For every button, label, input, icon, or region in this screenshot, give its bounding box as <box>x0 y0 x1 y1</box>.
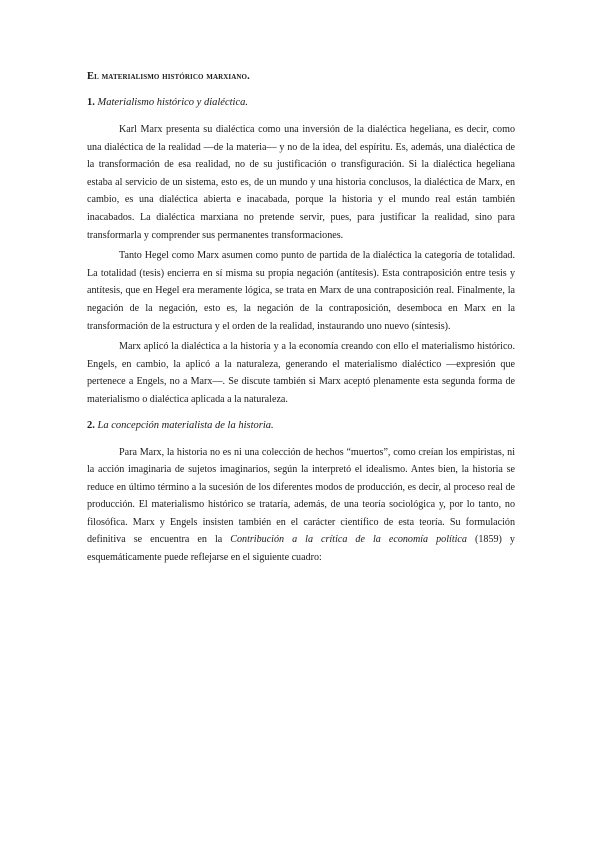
document-page <box>87 70 515 570</box>
section-2-number: 2. <box>87 419 95 431</box>
paragraph-3: Marx aplicó la dialéctica a la historia y a la economía creando con ello el materialismo histórico. Engels, en cambio, la aplicó a la naturaleza, generando el materialismo dialéctico —expresión que pertenece a Engels, no a Marx—. Se discute también si Marx aceptó plenamente esta segunda forma de materialismo o dialéctica aplicada a la naturaleza. <box>87 341 515 405</box>
paragraph-1: Karl Marx presenta su dialéctica como una inversión de la dialéctica hegeliana, es decir, como una dialéctica de la realidad —de la materia— y no de la idea, del espíritu. Es, además, una dialéctica de la transformación de esa realidad, no de su justificación o transfiguración. Si la dialéctica hegeliana estaba al servicio de un sistema, esto es, de un mundo y una historia conclusos, la dialéctica de Marx, en cambio, es una dialéctica abierta e inacabada, porque la historia y el mundo real están también inacabados. La dialéctica marxiana no pretende servir, pues, para justificar la realidad, sino para transformarla y comprender sus permanentes transformaciones. <box>87 124 515 241</box>
section-2-title: La concepción materialista de la historia. <box>97 419 274 431</box>
section-1-heading <box>87 96 515 110</box>
section-2-heading <box>87 419 515 433</box>
section-1-title: Materialismo histórico y dialéctica. <box>97 97 248 108</box>
paragraph-4-text-end: (1859) y esquemáticamente puede reflejarse en el siguiente cuadro: <box>87 534 515 564</box>
work-title: Contribución a la crítica de la economía política <box>230 534 467 546</box>
paragraph-2: Tanto Hegel como Marx asumen como punto de partida de la dialéctica la categoría de totalidad. La totalidad (tesis) encierra en sí misma su propia negación (antítesis). Esta contraposición entre tesis y antítesis, que en Hegel era meramente lógica, se trata en Marx de una contraposición real. Finalmente, la negación de la negación, esto es, la negación de la contraposición, desemboca en Marx en la transformación de la estructura y el orden de la realidad, instaurando uno nuevo (síntesis). <box>87 250 515 332</box>
section-1-number: 1. <box>87 97 95 108</box>
paragraph-4-text-start: Para Marx, la historia no es ni una colección de hechos “muertos”, como creían los empiristas, ni la acción imaginaria de sujetos imaginarios, según la interpretó el idealismo. Antes bien, la historia se reduce en último término a la sucesión de los diferentes modos de producción, es decir, al proceso real de producción. El materialismo histórico se trataría, además, de una teoría sociológica y, por lo tanto, no filosófica. Marx y Engels insisten también en el carácter científico de esta teoría. Su formulación definitiva se encuentra en la <box>87 446 515 546</box>
paragraph-4 <box>87 444 515 567</box>
document-title: El materialismo histórico marxiano. <box>87 71 250 82</box>
